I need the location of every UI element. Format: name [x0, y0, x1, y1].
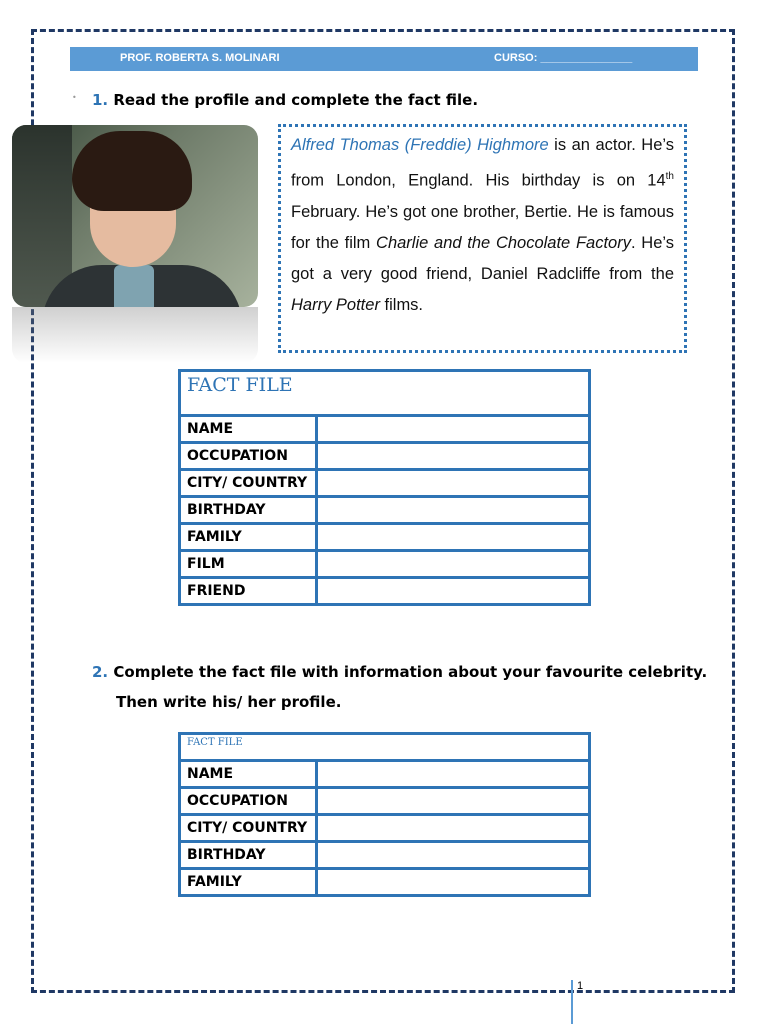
fact-file-2-label: CITY/ COUNTRY [180, 815, 317, 842]
exercise-1-number: 1. [92, 91, 109, 109]
fact-file-2-answer[interactable] [317, 761, 590, 788]
bullet-mark: • [72, 93, 77, 102]
profile-film-series: Harry Potter [291, 295, 380, 314]
fact-file-1-answer[interactable] [317, 416, 590, 443]
fact-file-2-answer[interactable] [317, 788, 590, 815]
profile-text-box: Alfred Thomas (Freddie) Highmore is an actor. He’s from London, England. His birthday is on 14th February. He’s got one brother, Bertie. He is famous for the film Charlie and the Chocolate Factory. He’s got a very good friend, Daniel Radcliffe from the Harry Potter films. [278, 124, 687, 353]
actor-photo [12, 125, 258, 307]
page-number-rule [571, 980, 573, 1024]
exercise-2-line-2: Then write his/ her profile. [116, 693, 342, 711]
exercise-1-text: Read the profile and complete the fact file. [113, 91, 479, 109]
fact-file-2-label: FAMILY [180, 869, 317, 896]
fact-file-1-label: FAMILY [180, 524, 317, 551]
page-number: 1 [577, 980, 584, 992]
fact-file-2-label: NAME [180, 761, 317, 788]
fact-file-2-label: OCCUPATION [180, 788, 317, 815]
fact-file-table-2 [178, 732, 591, 897]
course-field: CURSO: _______________ [494, 52, 633, 64]
header-bar [70, 47, 698, 71]
fact-file-1-title: FACT FILE [180, 371, 590, 416]
profile-actor-name: Alfred Thomas (Freddie) Highmore [291, 136, 549, 154]
fact-file-2-answer[interactable] [317, 815, 590, 842]
fact-file-1-answer[interactable] [317, 497, 590, 524]
profile-film-title: Charlie and the Chocolate Factory [376, 233, 631, 252]
fact-file-1-answer[interactable] [317, 443, 590, 470]
fact-file-2-label: BIRTHDAY [180, 842, 317, 869]
fact-file-1-label: FRIEND [180, 578, 317, 605]
fact-file-1-answer[interactable] [317, 470, 590, 497]
fact-file-1-answer[interactable] [317, 551, 590, 578]
fact-file-2-title: FACT FILE [180, 734, 590, 761]
fact-file-1-answer[interactable] [317, 578, 590, 605]
teacher-name: PROF. ROBERTA S. MOLINARI [120, 52, 280, 64]
fact-file-1-label: BIRTHDAY [180, 497, 317, 524]
fact-file-1-answer[interactable] [317, 524, 590, 551]
exercise-2-number: 2. [92, 663, 109, 681]
fact-file-1-label: FILM [180, 551, 317, 578]
fact-file-1-label: CITY/ COUNTRY [180, 470, 317, 497]
fact-file-2-answer[interactable] [317, 842, 590, 869]
fact-file-2-answer[interactable] [317, 869, 590, 896]
fact-file-1-label: NAME [180, 416, 317, 443]
photo-reflection [12, 307, 258, 363]
exercise-1-instruction [92, 85, 478, 115]
fact-file-table-1 [178, 369, 591, 606]
fact-file-1-label: OCCUPATION [180, 443, 317, 470]
exercise-2-instruction [92, 657, 707, 717]
exercise-2-line-1: Complete the fact file with information about your favourite celebrity. [113, 663, 708, 681]
